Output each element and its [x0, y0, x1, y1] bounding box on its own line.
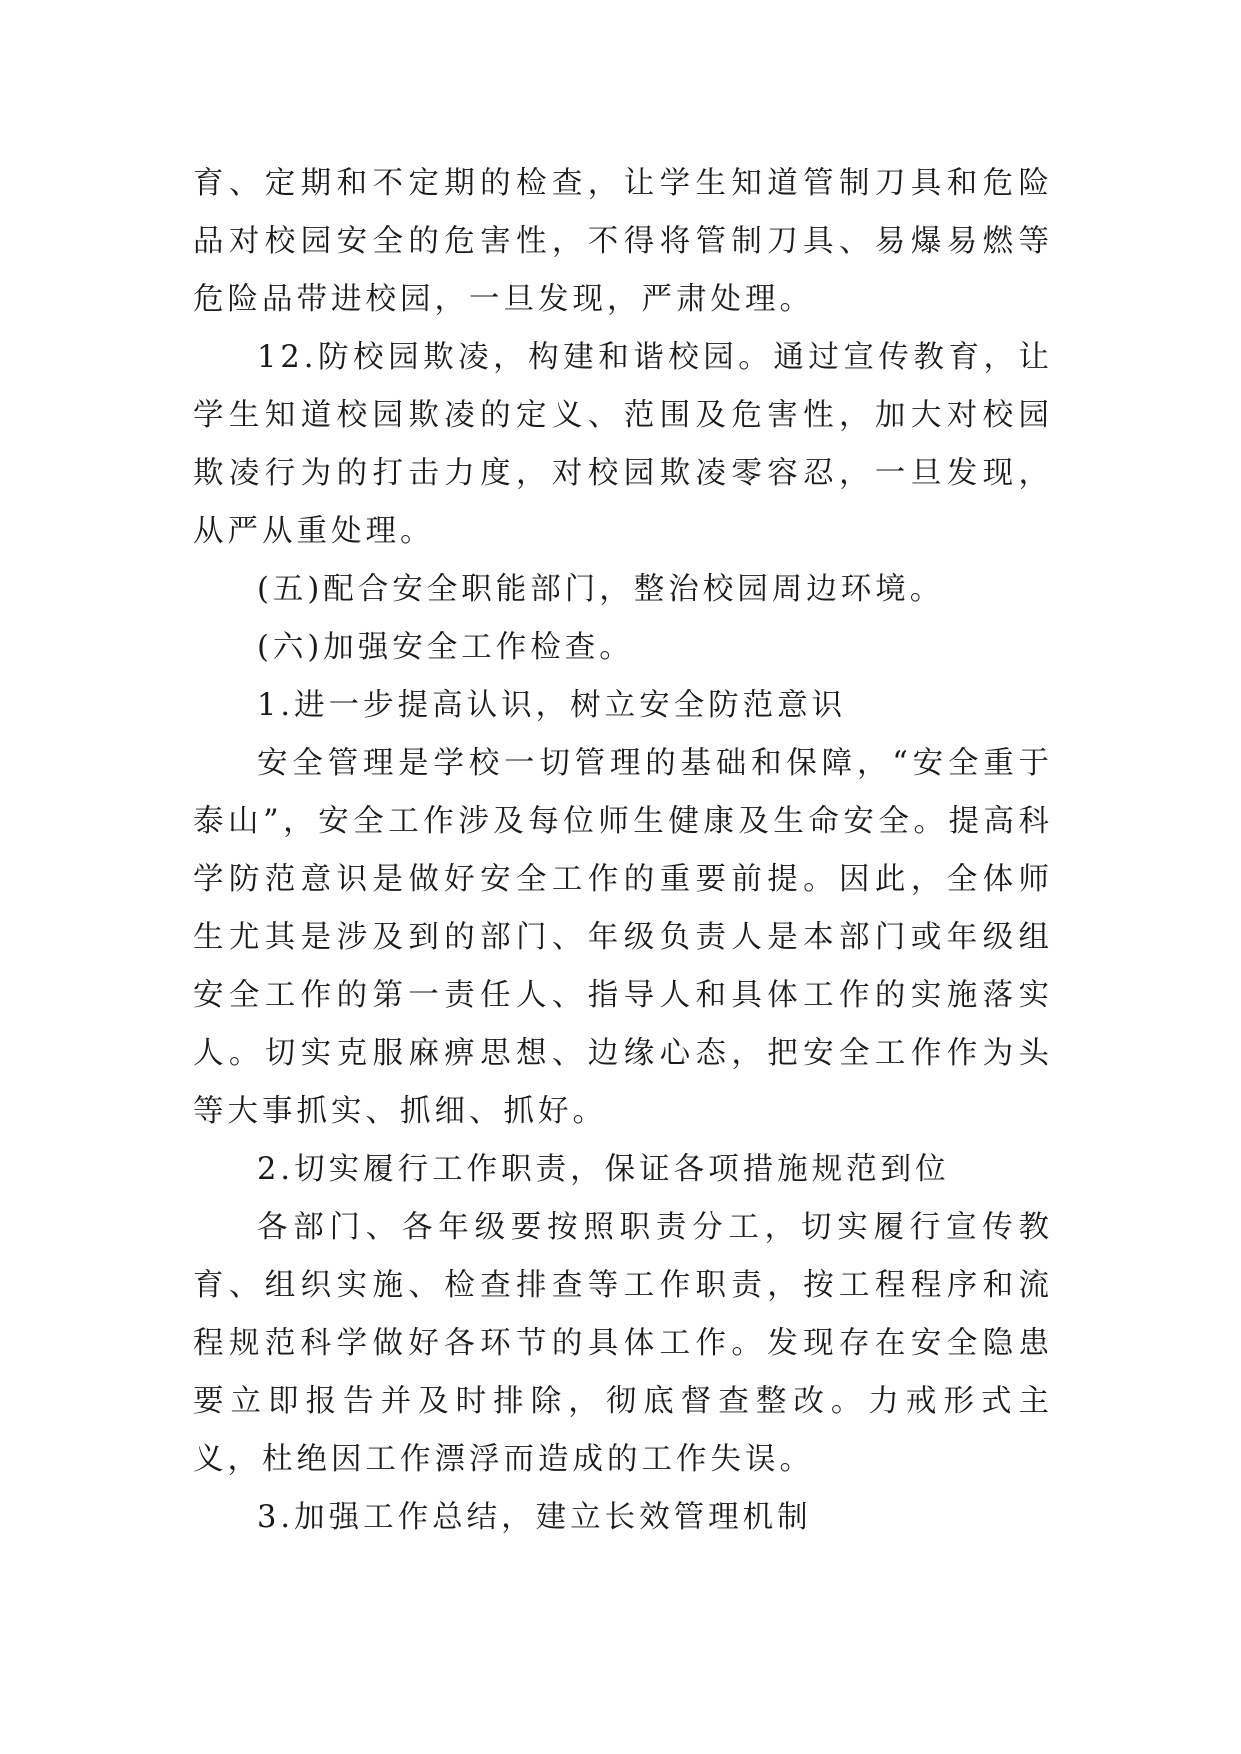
subheading-1: 1.进一步提高认识，树立安全防范意识: [257, 688, 847, 723]
paragraph-awareness: 安全管理是学校一切管理的基础和保障，“安全重于泰山”，安全工作涉及每位师生健康及生命安全。提高科学防范意识是做好安全工作的重要前提。因此，全体师生尤其是涉及到的部门、年级负责人是本部门或年级组安全工作的第一责任人、指导人和具体工作的实施落实人。切实克服麻痹思想、边缘心态，把安全工作作为头等大事抓实、抓细、抓好。: [193, 746, 1053, 1129]
section-heading-5: (五)配合安全职能部门，整治校园周边环境。: [257, 572, 945, 607]
subheading-3: 3.加强工作总结，建立长效管理机制: [257, 1500, 812, 1535]
section-heading-6: (六)加强安全工作检查。: [257, 630, 634, 665]
subheading-2: 2.切实履行工作职责，保证各项措施规范到位: [257, 1152, 950, 1187]
paragraph-anti-bullying: 12.防校园欺凌，构建和谐校园。通过宣传教育，让学生知道校园欺凌的定义、范围及危害性，加大对校园欺凌行为的打击力度，对校园欺凌零容忍，一旦发现，从严从重处理。: [193, 340, 1053, 549]
paragraph-contraband-check: 育、定期和不定期的检查，让学生知道管制刀具和危险品对校园安全的危害性，不得将管制刀具、易爆易燃等危险品带进校园，一旦发现，严肃处理。: [193, 166, 1053, 317]
document-body: [193, 155, 1053, 1547]
paragraph-responsibilities: 各部门、各年级要按照职责分工，切实履行宣传教育、组织实施、检查排查等工作职责，按工程程序和流程规范科学做好各环节的具体工作。发现存在安全隐患要立即报告并及时排除，彻底督查整改。力戒形式主义，杜绝因工作漂浮而造成的工作失误。: [193, 1210, 1053, 1477]
